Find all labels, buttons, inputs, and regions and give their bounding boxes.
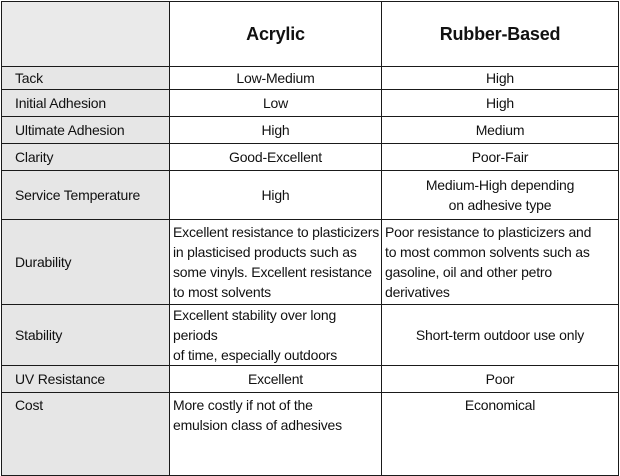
cell-rubber-stability: Short-term outdoor use only — [382, 305, 619, 366]
cell-rubber-cost: Economical — [382, 393, 619, 476]
cell-acrylic-ultimate-adhesion: High — [170, 117, 382, 144]
table-row-durability — [2, 220, 619, 305]
cell-text-line: of time, especially outdoors — [173, 347, 338, 363]
header-row — [2, 2, 619, 67]
row-label-stability: Stability — [2, 305, 170, 366]
table-row-tack — [2, 67, 619, 90]
row-label-cost: Cost — [2, 393, 170, 476]
cell-rubber-ultimate-adhesion: Medium — [382, 117, 619, 144]
cell-acrylic-initial-adhesion: Low — [170, 90, 382, 117]
row-label-service-temperature: Service Temperature — [2, 171, 170, 220]
cell-text-line: Excellent resistance to plasticizers — [173, 224, 379, 240]
cell-text-line: More costly if not of the — [173, 397, 313, 413]
cell-text-line: Poor resistance to plasticizers and — [385, 224, 592, 240]
header-rubber-based: Rubber-Based — [382, 2, 619, 67]
table-row-clarity — [2, 144, 619, 171]
cell-text-line: Medium-High depending — [425, 177, 575, 193]
cell-acrylic-clarity: Good-Excellent — [170, 144, 382, 171]
cell-text-line: in plasticised products such as — [173, 244, 357, 260]
row-label-uv-resistance: UV Resistance — [2, 366, 170, 393]
table-row-ultimate-adhesion — [2, 117, 619, 144]
cell-rubber-uv-resistance: Poor — [382, 366, 619, 393]
table-row-stability — [2, 305, 619, 366]
cell-text-line: Excellent stability over long periods — [173, 307, 337, 343]
row-label-durability: Durability — [2, 220, 170, 305]
cell-rubber-service-temperature — [382, 171, 619, 220]
header-acrylic: Acrylic — [170, 2, 382, 67]
cell-text-line: to most solvents — [173, 284, 271, 300]
cell-rubber-initial-adhesion: High — [382, 90, 619, 117]
row-label-tack: Tack — [2, 67, 170, 90]
table-row-uv-resistance — [2, 366, 619, 393]
header-corner-cell — [2, 2, 170, 67]
cell-text-line: on adhesive type — [448, 197, 552, 213]
cell-acrylic-tack: Low-Medium — [170, 67, 382, 90]
table-row-initial-adhesion — [2, 90, 619, 117]
cell-rubber-tack: High — [382, 67, 619, 90]
cell-acrylic-cost — [170, 393, 382, 476]
adhesive-comparison-table — [1, 1, 619, 476]
cell-acrylic-service-temperature: High — [170, 171, 382, 220]
cell-acrylic-durability — [170, 220, 382, 305]
row-label-ultimate-adhesion: Ultimate Adhesion — [2, 117, 170, 144]
cell-rubber-clarity: Poor-Fair — [382, 144, 619, 171]
cell-text-line: gasoline, oil and other petro derivatives — [385, 264, 552, 300]
table-row-service-temperature — [2, 171, 619, 220]
table-row-cost — [2, 393, 619, 476]
cell-text-line: to most common solvents such as — [385, 244, 590, 260]
cell-acrylic-uv-resistance: Excellent — [170, 366, 382, 393]
cell-rubber-durability — [382, 220, 619, 305]
cell-text-line: some vinyls. Excellent resistance — [173, 264, 372, 280]
row-label-clarity: Clarity — [2, 144, 170, 171]
cell-text-line: emulsion class of adhesives — [173, 417, 342, 433]
row-label-initial-adhesion: Initial Adhesion — [2, 90, 170, 117]
cell-acrylic-stability — [170, 305, 382, 366]
